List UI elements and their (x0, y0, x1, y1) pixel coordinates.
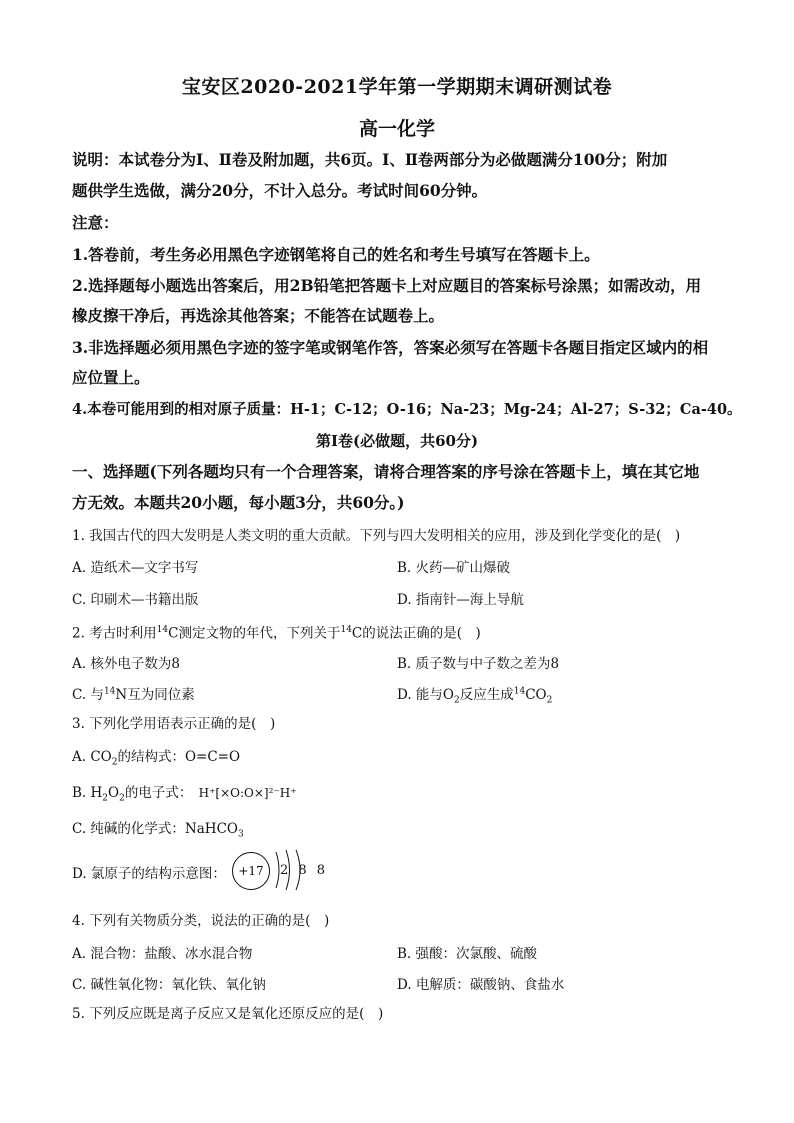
question-4-option-d: D. 电解质：碳酸钠、食盐水 (397, 977, 565, 993)
part1-line-1: 一、选择题(下列各题均只有一个合理答案，请将合理答案的序号涂在答题卡上，填在其它地 (72, 462, 700, 481)
section-title: 第Ⅰ卷(必做题，共60分) (315, 432, 479, 450)
question-4-stem: 4. 下列有关物质分类，说法的正确的是( ) (72, 913, 330, 929)
question-3-option-c: C. 纯碱的化学式：NaHCO$_3$ (72, 821, 244, 840)
question-1-option-b: B. 火药—矿山爆破 (397, 560, 511, 576)
question-1-stem: 1. 我国古代的四大发明是人类文明的重大贡献。下列与四大发明相关的应用，涉及到化学变化的是( ) (72, 528, 681, 544)
chlorine-nucleus: +17 (232, 852, 270, 890)
notice-2a: 2.选择题每小题选出答案后，用2B铅笔把答题卡上对应题目的答案标号涂黑；如需改动，用 (72, 276, 702, 295)
question-4-option-b: B. 强酸：次氯酸、硫酸 (397, 946, 538, 962)
part1-line-2: 方无效。本题共20小题，每小题3分，共60分。) (72, 493, 405, 512)
peroxide-electron-formula: H⁺[×O:O×]²⁻H⁺ (198, 786, 297, 800)
question-4-option-a: A. 混合物：盐酸、冰水混合物 (72, 946, 253, 962)
notice-3a: 3.非选择题必须用黑色字迹的签字笔或钢笔作答，答案必须写在答题卡各题目指定区域内的相 (72, 338, 709, 357)
question-1-option-a: A. 造纸术—文字书写 (72, 560, 199, 576)
notice-2b: 橡皮擦干净后，再选涂其他答案；不能答在试题卷上。 (72, 306, 445, 325)
question-3-option-b: B. $H_2O_2$的电子式： H⁺[×O:O×]²⁻H⁺ (72, 785, 297, 804)
exam-subject: 高一化学 (358, 118, 435, 140)
notice-4: 4.本卷可能用到的相对原子质量：H-1；C-12；O-16；Na-23；Mg-24；Al-27；S-32；Ca-40。 (72, 401, 742, 418)
question-2-option-b: B. 质子数与中子数之差为8 (397, 656, 560, 672)
notice-1: 1.答卷前，考生务必用黑色字迹钢笔将自己的姓名和考生号填写在答题卡上。 (72, 245, 600, 264)
intro-line-2: 题供学生选做，满分20分，不计入总分。考试时间60分钟。 (72, 181, 488, 200)
question-3-option-a: A. $CO_2$的结构式：O=C=O (72, 749, 241, 768)
notice-heading: 注意： (72, 213, 119, 232)
chlorine-shell-electrons: 2 8 8 (280, 863, 329, 878)
question-4-option-c: C. 碱性氧化物：氧化铁、氧化钠 (72, 977, 266, 993)
question-1-option-d: D. 指南针—海上导航 (397, 592, 524, 608)
question-2-option-d: D. 能与$O_2$反应生成$^{14}CO_2$ (397, 686, 553, 706)
question-2-option-a: A. 核外电子数为8 (72, 656, 180, 672)
intro-line-1: 说明：本试卷分为Ⅰ、Ⅱ卷及附加题，共6页。Ⅰ、Ⅱ卷两部分为必做题满分100分；附加 (72, 150, 668, 169)
question-5-stem: 5. 下列反应既是离子反应又是氧化还原反应的是( ) (72, 1006, 384, 1022)
exam-title: 宝安区2020-2021学年第一学期期末调研测试卷 (181, 76, 613, 98)
notice-3b: 应位置上。 (72, 368, 150, 387)
question-3-stem: 3. 下列化学用语表示正确的是( ) (72, 716, 276, 732)
question-2-stem: 2. 考古时利用$^{14}$C测定文物的年代，下列关于$^{14}$C的说法正确的是( ) (72, 625, 481, 642)
question-2-option-c: C. 与$^{14}$N互为同位素 (72, 686, 195, 703)
question-1-option-c: C. 印刷术—书籍出版 (72, 592, 199, 608)
question-3-option-d: D. 氯原子的结构示意图： (72, 866, 226, 882)
